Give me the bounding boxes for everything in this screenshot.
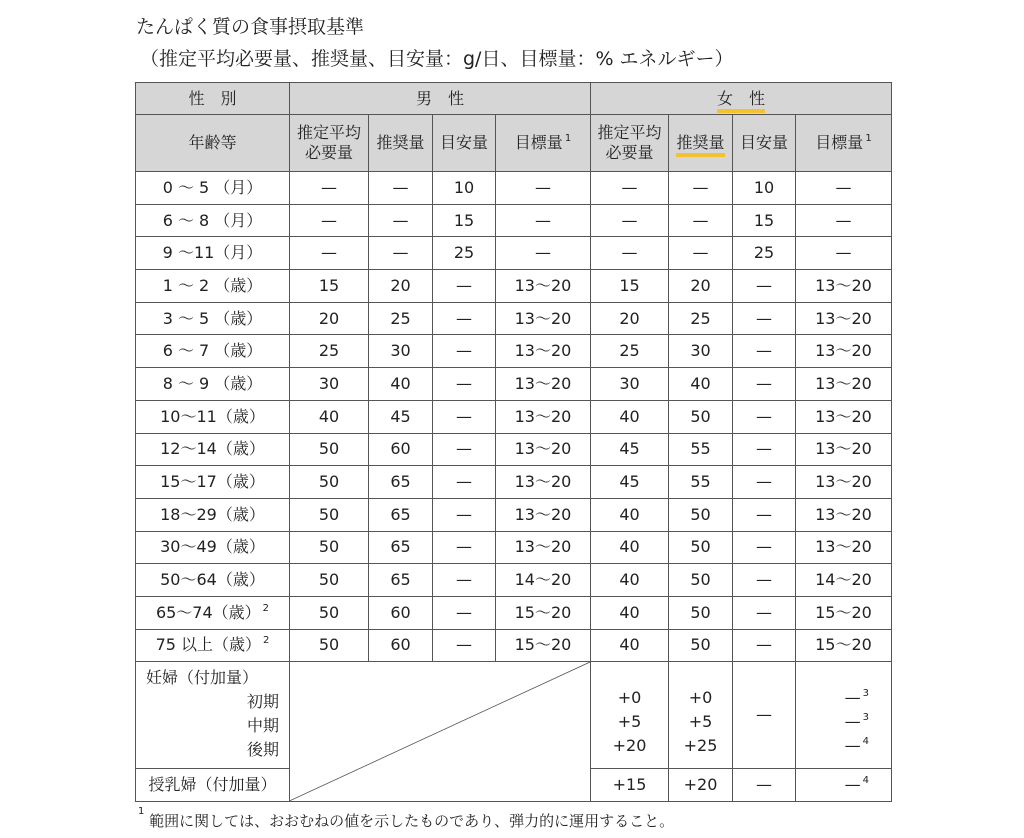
lactating-target: — $^4$ xyxy=(796,769,892,802)
value-cell: 25 xyxy=(591,335,669,368)
value-cell: 55 xyxy=(669,466,733,499)
value-cell: 30 xyxy=(290,368,369,401)
value-cell: 30 xyxy=(591,368,669,401)
age-cell: 6 ～ 8 （月） xyxy=(136,204,290,237)
footnote-mark: 2 xyxy=(262,602,270,614)
value-cell: 20 xyxy=(290,302,369,335)
value-cell: — xyxy=(591,172,669,205)
female-col-header xyxy=(796,115,892,172)
value-cell: 50 xyxy=(290,498,369,531)
col-label: 必要量 xyxy=(304,143,353,162)
table-row xyxy=(136,237,892,270)
age-cell: 50～64（歳） xyxy=(136,564,290,597)
value-cell: — xyxy=(290,204,369,237)
value-cell: — xyxy=(796,237,892,270)
value-cell: 13～20 xyxy=(796,466,892,499)
value-cell: 13～20 xyxy=(796,433,892,466)
table-row xyxy=(136,204,892,237)
male-header: 男 性 xyxy=(290,83,591,115)
pregnant-rda xyxy=(669,662,733,769)
value-cell: 65 xyxy=(369,531,433,564)
value-cell: 50 xyxy=(669,564,733,597)
value-cell: — xyxy=(591,237,669,270)
value-cell: 13～20 xyxy=(796,400,892,433)
value-cell: — xyxy=(369,172,433,205)
footnote: $^1$ 範囲に関しては、おおむねの値を示したものであり、弾力的に運用すること。 xyxy=(138,806,675,830)
value-cell: — xyxy=(369,204,433,237)
age-cell: 12～14（歳） xyxy=(136,433,290,466)
female-col-header xyxy=(733,115,796,172)
col-label: 目安量 xyxy=(439,133,488,152)
age-cell: 15～17（歳） xyxy=(136,466,290,499)
value: +25 xyxy=(683,736,718,756)
col-label: 目安量 xyxy=(739,133,788,152)
value: +5 xyxy=(617,712,642,732)
value-cell: — xyxy=(369,237,433,270)
value-cell: — xyxy=(591,204,669,237)
col-label: 推定平均 xyxy=(597,123,662,142)
table-row xyxy=(136,629,892,662)
pregnant-stage: 中期 xyxy=(246,716,279,736)
value-cell: 45 xyxy=(591,466,669,499)
pregnant-ear xyxy=(591,662,669,769)
value-cell: — xyxy=(290,172,369,205)
value-cell: 13～20 xyxy=(796,368,892,401)
value-cell: — xyxy=(733,270,796,303)
value-cell: — xyxy=(733,531,796,564)
col-label: 推奨量 xyxy=(376,133,425,152)
value-cell: 45 xyxy=(591,433,669,466)
protein-intake-table xyxy=(135,82,892,802)
value-cell: 25 xyxy=(290,335,369,368)
value-cell: 13～20 xyxy=(496,270,591,303)
value-cell: 14～20 xyxy=(496,564,591,597)
value-cell: — xyxy=(433,400,496,433)
table-row xyxy=(136,335,892,368)
value: — $^4$ xyxy=(844,736,869,756)
pregnant-target xyxy=(796,662,892,769)
age-cell: 10～11（歳） xyxy=(136,400,290,433)
value-cell: 50 xyxy=(669,531,733,564)
value-cell: 13～20 xyxy=(496,433,591,466)
value-cell: — xyxy=(733,466,796,499)
value-cell: 13～20 xyxy=(496,302,591,335)
value-cell: — xyxy=(433,564,496,597)
value-cell: 13～20 xyxy=(496,335,591,368)
value-cell: — xyxy=(796,172,892,205)
value-cell: 20 xyxy=(369,270,433,303)
value-cell: — xyxy=(433,302,496,335)
value-cell: 14～20 xyxy=(796,564,892,597)
value-cell: 40 xyxy=(669,368,733,401)
value-cell: — xyxy=(496,172,591,205)
age-cell: 9 ～11（月） xyxy=(136,237,290,270)
value-cell: — xyxy=(733,433,796,466)
table-row xyxy=(136,400,892,433)
value-cell: 50 xyxy=(290,466,369,499)
value-cell: — xyxy=(433,466,496,499)
value-cell: 13～20 xyxy=(496,400,591,433)
value-cell: 50 xyxy=(290,564,369,597)
male-col-header xyxy=(369,115,433,172)
value-cell: 55 xyxy=(669,433,733,466)
value-cell: — xyxy=(496,237,591,270)
value-cell: 50 xyxy=(290,629,369,662)
age-cell: 30～49（歳） xyxy=(136,531,290,564)
value-cell: — xyxy=(433,629,496,662)
value-cell: — xyxy=(733,629,796,662)
age-cell: 0 ～ 5 （月） xyxy=(136,172,290,205)
value-cell: 50 xyxy=(669,629,733,662)
footnote-mark: 1 xyxy=(564,133,572,144)
footnote-mark: 4 xyxy=(862,736,869,748)
table-row xyxy=(136,433,892,466)
value-cell: — xyxy=(733,400,796,433)
value-cell: 15～20 xyxy=(496,629,591,662)
value-cell: 40 xyxy=(369,368,433,401)
pregnant-row xyxy=(136,662,892,769)
value: +0 xyxy=(688,688,713,708)
value-cell: 13～20 xyxy=(496,531,591,564)
value-cell: — xyxy=(433,270,496,303)
value-cell: 13～20 xyxy=(796,531,892,564)
age-cell: 18～29（歳） xyxy=(136,498,290,531)
value-cell: 15 xyxy=(433,204,496,237)
male-col-header xyxy=(290,115,369,172)
lactating-label: 授乳婦（付加量） xyxy=(136,769,290,802)
value-cell: 15 xyxy=(733,204,796,237)
value-cell: 13～20 xyxy=(496,466,591,499)
value-cell: 50 xyxy=(290,433,369,466)
value-cell: 60 xyxy=(369,629,433,662)
value-cell: 50 xyxy=(669,596,733,629)
col-label: 目標量 xyxy=(815,133,864,152)
value-cell: — xyxy=(669,204,733,237)
pregnant-title: 妊婦（付加量） xyxy=(146,668,259,688)
value-cell: 13～20 xyxy=(796,270,892,303)
value-cell: 13～20 xyxy=(496,498,591,531)
male-col-header xyxy=(496,115,591,172)
footnote-mark: 2 xyxy=(263,635,270,647)
value-cell: 25 xyxy=(433,237,496,270)
value-cell: 25 xyxy=(369,302,433,335)
value-cell: 30 xyxy=(369,335,433,368)
pregnant-stage: 初期 xyxy=(246,692,279,712)
value-cell: — xyxy=(433,433,496,466)
value-cell: +15 xyxy=(591,769,669,802)
pregnant-ai: — xyxy=(733,662,796,769)
table-row xyxy=(136,596,892,629)
value-cell: — xyxy=(433,531,496,564)
value-cell: 25 xyxy=(733,237,796,270)
value-cell: — xyxy=(433,498,496,531)
age-cell: 75 以上（歳） $^2$ xyxy=(136,629,290,662)
footnote-mark: 3 xyxy=(862,688,869,700)
value-cell: — xyxy=(669,172,733,205)
value-cell: 65 xyxy=(369,564,433,597)
table-row xyxy=(136,302,892,335)
pregnant-label xyxy=(136,662,290,769)
value-cell: — xyxy=(433,596,496,629)
age-cell: 3 ～ 5 （歳） xyxy=(136,302,290,335)
value-cell: 13～20 xyxy=(496,368,591,401)
value-cell: — xyxy=(433,368,496,401)
table-row xyxy=(136,270,892,303)
value: +5 xyxy=(688,712,713,732)
footnote-mark: 4 xyxy=(862,775,869,787)
value-cell: 30 xyxy=(669,335,733,368)
value-cell: — xyxy=(290,237,369,270)
value-cell: 10 xyxy=(733,172,796,205)
age-cell: 65～74（歳） $^2$ xyxy=(136,596,290,629)
value-cell: 40 xyxy=(591,629,669,662)
page-title: たんぱく質の食事摂取基準 xyxy=(136,16,365,38)
value-cell: 65 xyxy=(369,466,433,499)
age-cell: 8 ～ 9 （歳） xyxy=(136,368,290,401)
page-subtitle: （推定平均必要量、推奨量、目安量：g/日、目標量：% エネルギー） xyxy=(140,48,734,70)
female-header xyxy=(591,83,892,115)
value-cell: 13～20 xyxy=(796,335,892,368)
value-cell: — xyxy=(733,335,796,368)
value-cell: 15～20 xyxy=(796,629,892,662)
table-row xyxy=(136,466,892,499)
female-col-header xyxy=(591,115,669,172)
pregnant-stage: 後期 xyxy=(246,740,279,760)
value-cell: — xyxy=(796,204,892,237)
table-row xyxy=(136,564,892,597)
value-cell: — xyxy=(669,237,733,270)
value-cell: — xyxy=(496,204,591,237)
value-cell: — xyxy=(733,564,796,597)
value-cell: 40 xyxy=(591,498,669,531)
value-cell: 15～20 xyxy=(796,596,892,629)
value: +20 xyxy=(612,736,647,756)
col-label: 推定平均 xyxy=(296,123,361,142)
value: — $^3$ xyxy=(844,688,869,708)
age-cell: 6 ～ 7 （歳） xyxy=(136,335,290,368)
value-cell: 60 xyxy=(369,433,433,466)
value-cell: 40 xyxy=(591,596,669,629)
sex-header: 性 別 xyxy=(136,83,290,115)
value-cell: 20 xyxy=(591,302,669,335)
value-cell: 15 xyxy=(290,270,369,303)
value-cell: — xyxy=(733,498,796,531)
value: +0 xyxy=(617,688,642,708)
value-cell: 10 xyxy=(433,172,496,205)
value-cell: 15～20 xyxy=(496,596,591,629)
table-row xyxy=(136,531,892,564)
footnote-mark: 3 xyxy=(862,712,869,724)
value-cell: 50 xyxy=(290,531,369,564)
age-header: 年齢等 xyxy=(136,115,290,172)
value-cell: — xyxy=(733,302,796,335)
value-cell: 65 xyxy=(369,498,433,531)
table-row xyxy=(136,368,892,401)
diagonal-blank-cell xyxy=(290,662,591,802)
value-cell: 50 xyxy=(669,400,733,433)
table-row xyxy=(136,498,892,531)
value-cell: 40 xyxy=(591,531,669,564)
col-label: 必要量 xyxy=(605,143,654,162)
value-cell: 45 xyxy=(369,400,433,433)
value-cell: — xyxy=(733,596,796,629)
value-cell: 13～20 xyxy=(796,498,892,531)
value-cell: +20 xyxy=(669,769,733,802)
female-col-header xyxy=(669,115,733,172)
value-cell: — xyxy=(733,769,796,802)
col-label: 推奨量 xyxy=(676,133,724,157)
value-cell: — xyxy=(733,368,796,401)
value-cell: 50 xyxy=(669,498,733,531)
value-cell: 20 xyxy=(669,270,733,303)
value-cell: 40 xyxy=(290,400,369,433)
value-cell: 25 xyxy=(669,302,733,335)
table-row xyxy=(136,172,892,205)
value: — $^3$ xyxy=(844,712,869,732)
value-cell: — xyxy=(433,335,496,368)
footnote-mark: 1 xyxy=(865,133,872,144)
female-label-highlight: 女 性 xyxy=(717,89,765,113)
value-cell: 40 xyxy=(591,400,669,433)
value-cell: 40 xyxy=(591,564,669,597)
value-cell: 50 xyxy=(290,596,369,629)
value-cell: 13～20 xyxy=(796,302,892,335)
value-cell: 15 xyxy=(591,270,669,303)
col-label: 目標量 xyxy=(514,133,563,152)
value-cell: 60 xyxy=(369,596,433,629)
male-col-header xyxy=(433,115,496,172)
age-cell: 1 ～ 2 （歳） xyxy=(136,270,290,303)
